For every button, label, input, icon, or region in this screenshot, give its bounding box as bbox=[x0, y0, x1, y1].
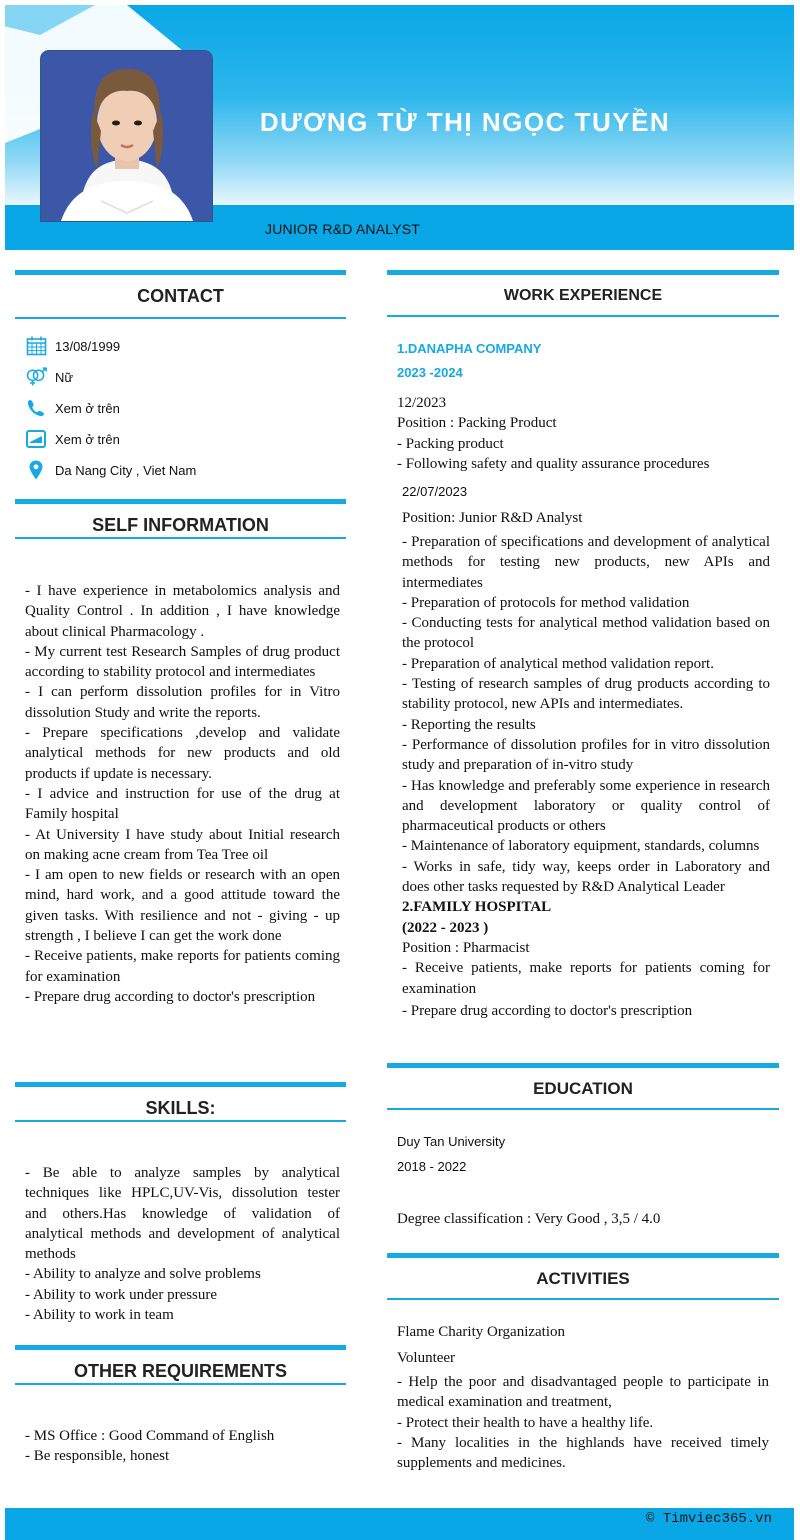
job-3-line: - Prepare drug according to doctor's prescription bbox=[402, 1002, 693, 1019]
job-2-line: - Performance of dissolution profiles for in vitro dissolution study and preparation of in-vitro study bbox=[402, 736, 770, 774]
contact-email bbox=[25, 427, 120, 451]
candidate-name: DƯƠNG TỪ THỊ NGỌC TUYỀN bbox=[259, 107, 671, 137]
email-value: Xem ở trên bbox=[55, 431, 120, 447]
skill-line: - Ability to analyze and solve problems bbox=[25, 1266, 261, 1283]
contact-gender bbox=[25, 365, 73, 389]
activity-details bbox=[397, 1372, 769, 1473]
job-1-date: 12/2023 bbox=[397, 395, 447, 411]
job-1-details bbox=[397, 393, 777, 474]
self-information-text bbox=[25, 581, 340, 1007]
job-2-line: - Conducting tests for analytical method validation based on the protocol bbox=[402, 615, 770, 652]
copyright-text: © Timviec365.vn bbox=[645, 1511, 772, 1527]
phone-value: Xem ở trên bbox=[55, 400, 120, 416]
contact-phone bbox=[25, 396, 120, 420]
skills-text bbox=[25, 1163, 340, 1325]
activity-line: - Protect their health to have a healthy life. bbox=[397, 1414, 654, 1431]
work-experience-heading: WORK EXPERIENCE bbox=[387, 270, 779, 317]
self-info-line: - I am open to new fields or research with an open mind, hard work, and a good attitude toward the given tasks. With resilience and not - giving - up strength , I believe I can get the work done bbox=[25, 867, 340, 945]
job-2-line: - Works in safe, tidy way, keeps order in Laboratory and does other tasks requested by R&D Analytical Leader bbox=[402, 858, 770, 896]
job-2-line: - Preparation of analytical method validation report. bbox=[402, 655, 714, 672]
birthday-value: 13/08/1999 bbox=[55, 338, 121, 354]
job-2-line: - Reporting the results bbox=[402, 716, 536, 733]
address-value: Da Nang City , Viet Nam bbox=[55, 462, 197, 478]
self-info-line: - I can perform dissolution profiles for in Vitro dissolution Study and write the reports. bbox=[25, 684, 340, 721]
job-1-line: Position : Packing Product bbox=[397, 415, 557, 432]
company-1-name: 1.DANAPHA COMPANY bbox=[397, 341, 542, 356]
job-1-line: - Packing product bbox=[397, 435, 504, 452]
self-info-line: - My current test Research Samples of drug product according to stability protocol and intermediates bbox=[25, 643, 340, 681]
activity-organization: Flame Charity Organization bbox=[397, 1324, 566, 1340]
avatar bbox=[41, 51, 212, 221]
self-info-line: - Prepare specifications ,develop and validate analytical methods for new products and old products if update is necessary. bbox=[25, 725, 340, 782]
job-2-duties bbox=[402, 532, 770, 1021]
location-pin-icon bbox=[25, 459, 47, 481]
self-info-line: - Prepare drug according to doctor's prescription bbox=[25, 988, 316, 1005]
job-3-line: - Receive patients, make reports for patients coming for examination bbox=[402, 960, 770, 997]
calendar-icon bbox=[25, 335, 47, 357]
requirement-line: - Be responsible, honest bbox=[25, 1448, 170, 1465]
job-2-line: - Has knowledge and preferably some experience in research and development laboratory or quality control of pharmaceutical products or others bbox=[402, 777, 770, 835]
company-2-name: 2.FAMILY HOSPITAL bbox=[402, 899, 552, 916]
gender-value: Nữ bbox=[55, 369, 74, 385]
self-info-line: - At University I have study about Initial research on making acne cream from Tea Tree oil bbox=[25, 826, 340, 863]
contact-address bbox=[25, 458, 196, 482]
activity-line: - Help the poor and disadvantaged people to participate in medical examination and treatment, bbox=[397, 1374, 769, 1411]
job-2-line: - Preparation of protocols for method validation bbox=[402, 594, 690, 611]
job-2-position: Position: Junior R&D Analyst bbox=[402, 510, 583, 526]
contact-heading: CONTACT bbox=[15, 270, 346, 319]
skills-heading: SKILLS: bbox=[15, 1082, 346, 1122]
contact-birthday bbox=[25, 334, 120, 358]
job-2-date: 22/07/2023 bbox=[402, 484, 468, 499]
self-info-line: - I advice and instruction for use of the drug at Family hospital bbox=[25, 785, 340, 823]
other-requirements-heading: OTHER REQUIREMENTS bbox=[15, 1345, 346, 1385]
job-title: JUNIOR R&D ANALYST bbox=[265, 221, 421, 237]
job-1-line: - Following safety and quality assurance procedures bbox=[397, 455, 710, 472]
skill-line: - Ability to work under pressure bbox=[25, 1286, 218, 1303]
self-info-line: - Receive patients, make reports for patients coming for examination bbox=[25, 948, 340, 985]
job-3-line: Position : Pharmacist bbox=[402, 939, 530, 956]
skill-line: - Ability to work in team bbox=[25, 1307, 174, 1324]
avatar-portrait bbox=[41, 51, 212, 221]
company-2-period: (2022 - 2023 ) bbox=[402, 919, 489, 936]
self-info-line: - I have experience in metabolomics analysis and Quality Control . In addition , I have knowledge about clinical Pharmacology . bbox=[25, 583, 340, 640]
education-school: Duy Tan University bbox=[397, 1134, 506, 1149]
phone-icon bbox=[25, 397, 47, 419]
skill-line: - Be able to analyze samples by analytical techniques like HPLC,UV-Vis, dissolution tester and others.Has knowledge of validation of analytical methods and development of analytical methods bbox=[25, 1165, 340, 1263]
activity-line: - Many localities in the highlands have received timely supplements and medicines. bbox=[397, 1434, 769, 1472]
activity-role: Volunteer bbox=[397, 1350, 456, 1366]
job-2-line: - Preparation of specifications and development of analytical methods for testing new products, new APIs and intermediates bbox=[402, 534, 770, 591]
job-2-line: - Maintenance of laboratory equipment, standards, columns bbox=[402, 838, 760, 855]
education-degree: Degree classification : Very Good , 3,5 / 4.0 bbox=[397, 1211, 661, 1227]
self-information-heading: SELF INFORMATION bbox=[15, 499, 346, 539]
requirement-line: - MS Office : Good Command of English bbox=[25, 1428, 275, 1444]
job-2-line: - Testing of research samples of drug products according to stability protocol, new APIs and intermediates. bbox=[402, 676, 770, 713]
education-period: 2018 - 2022 bbox=[397, 1159, 467, 1174]
company-1-period: 2023 -2024 bbox=[397, 365, 463, 380]
email-icon bbox=[25, 428, 47, 450]
activities-heading: ACTIVITIES bbox=[387, 1253, 779, 1300]
other-requirements-text bbox=[25, 1426, 340, 1467]
education-heading: EDUCATION bbox=[387, 1063, 779, 1110]
gender-icon bbox=[25, 366, 47, 388]
